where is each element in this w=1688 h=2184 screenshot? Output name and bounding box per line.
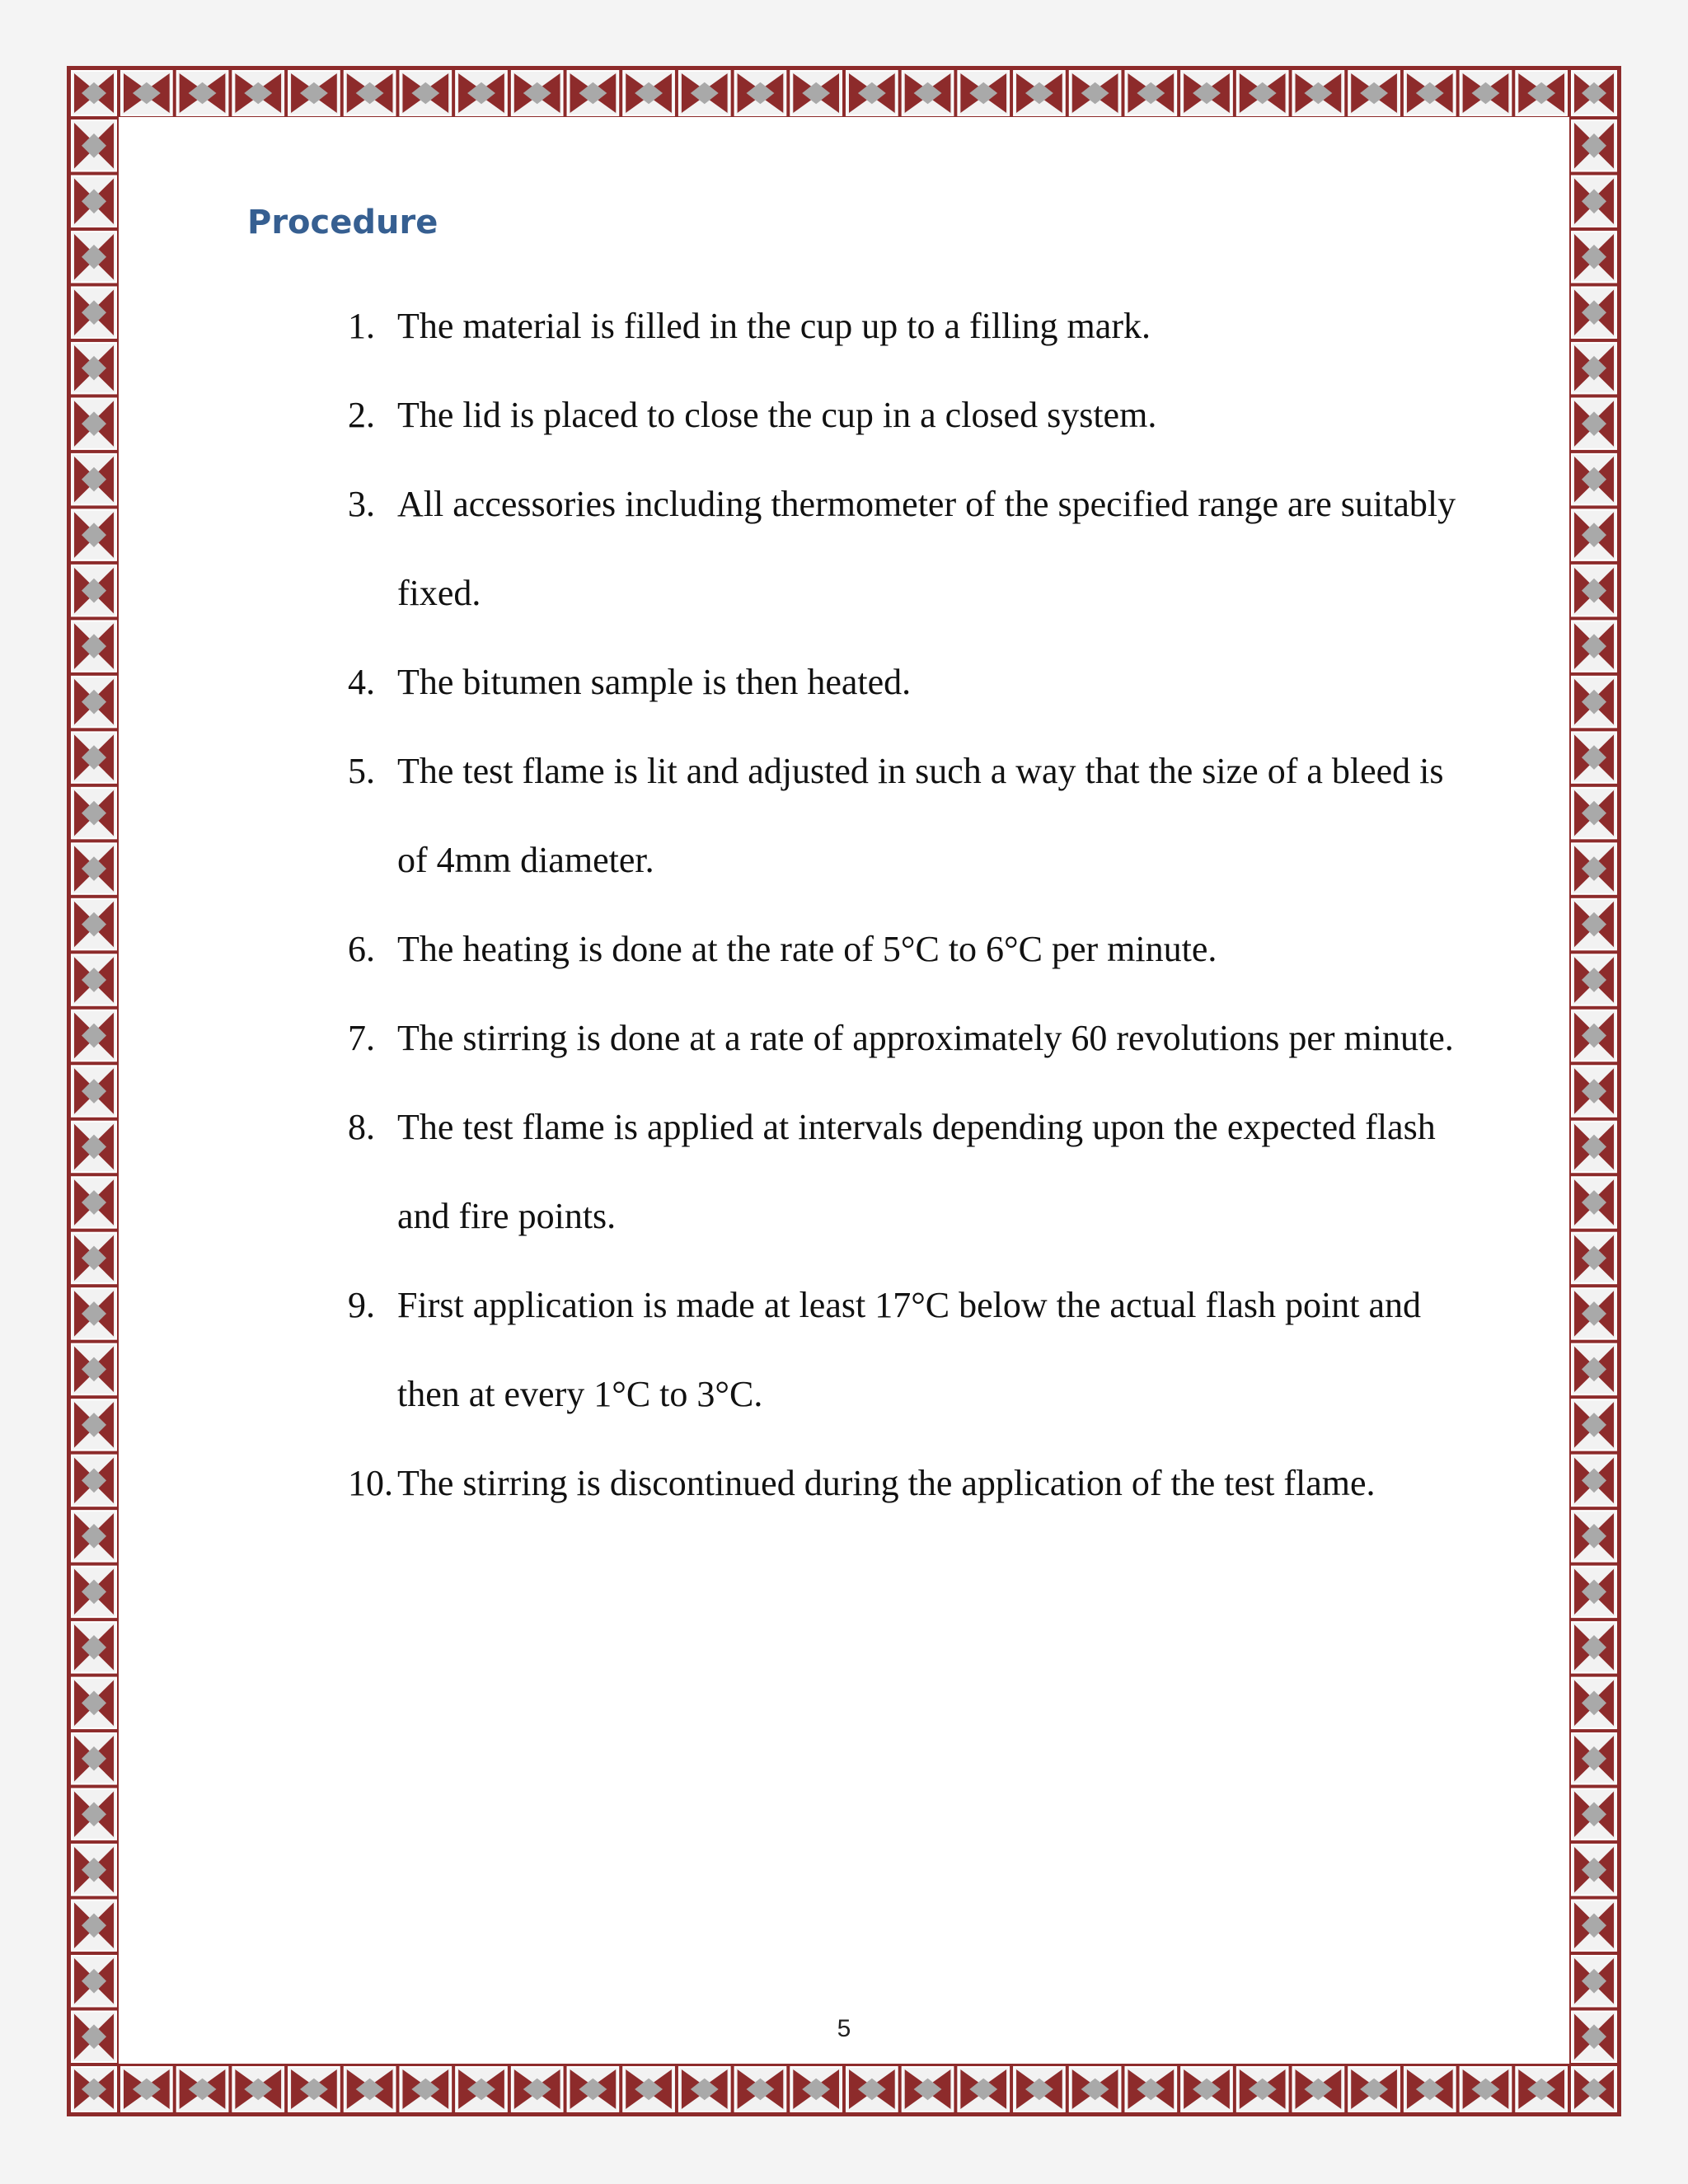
list-item-text: The test flame is applied at intervals depending upon the expected flash and fire points. [397,1107,1436,1236]
border-tile [1125,2067,1176,2111]
border-tile [1572,1567,1616,1617]
list-item-number: 4. [348,662,375,702]
list-item [330,282,1467,371]
border-tile [1572,509,1616,560]
list-item [330,371,1467,460]
border-tile [1572,1177,1616,1227]
border-tile [72,1010,116,1061]
border-tile [735,71,786,115]
border-tile [400,2067,451,2111]
border-tile [1572,1344,1616,1394]
list-item [330,994,1467,1083]
border-tile [679,71,730,115]
list-item [330,1439,1467,1528]
border-tile [1572,1066,1616,1116]
border-tile [1572,176,1616,226]
list-item-number: 5. [348,751,375,791]
border-tile [72,677,116,727]
border-tile [903,2067,954,2111]
border-tile [1572,843,1616,893]
list-item-text: All accessories including thermometer of the specified range are suitably fixed. [397,484,1456,613]
border-tile [72,287,116,337]
list-item [330,727,1467,905]
border-tile [1070,71,1121,115]
list-item-number: 7. [348,1018,375,1058]
border-tile [1516,2067,1567,2111]
border-tile [1572,1844,1616,1895]
border-tile [72,2067,116,2111]
border-tile [1572,120,1616,171]
border-tile [72,621,116,671]
border-tile [72,71,116,115]
border-tile [1572,954,1616,1005]
border-tile [72,1455,116,1506]
list-item-text: The test flame is lit and adjusted in such a way that the size of a bleed is of 4mm diameter. [397,751,1444,880]
border-tile [1572,565,1616,616]
border-tile [1572,1900,1616,1951]
border-tile [1572,1233,1616,1283]
border-tile [512,2067,563,2111]
border-tile [568,2067,619,2111]
list-item-number: 3. [348,484,375,524]
border-tile [1293,2067,1344,2111]
border-tile [1572,1511,1616,1561]
border-tile [1014,71,1065,115]
border-tile [345,71,396,115]
border-tile [72,232,116,282]
list-item-text: The heating is done at the rate of 5°C to 6°C per minute. [397,929,1217,969]
border-tile [72,1511,116,1561]
border-tile [288,71,340,115]
border-tile [1572,899,1616,949]
border-tile [512,71,563,115]
border-tile [72,454,116,504]
border-tile [1237,71,1288,115]
border-tile [1572,71,1616,115]
border-tile [735,2067,786,2111]
border-tile [1404,2067,1456,2111]
border-tile [177,71,228,115]
border-tile [1461,71,1512,115]
border-tile [72,565,116,616]
border-tile [1404,71,1456,115]
border-tile [1572,788,1616,838]
border-tile [72,1122,116,1172]
border-tile [1572,732,1616,782]
border-tile [679,2067,730,2111]
border-tile [72,899,116,949]
border-tile [1572,454,1616,504]
border-tile [1237,2067,1288,2111]
list-item [330,460,1467,638]
list-item-text: The bitumen sample is then heated. [397,662,912,702]
border-tile [568,71,619,115]
procedure-list [330,282,1467,1528]
list-item-number: 8. [348,1107,375,1147]
border-tile [72,509,116,560]
list-item-text: The lid is placed to close the cup in a closed system. [397,395,1157,435]
border-tile [400,71,451,115]
border-tile [72,1344,116,1394]
border-tile [846,2067,898,2111]
border-tile [1572,1122,1616,1172]
border-tile [1572,1678,1616,1728]
border-tile [345,2067,396,2111]
border-tile [72,398,116,448]
border-tile [1572,398,1616,448]
border-tile [1516,71,1567,115]
border-tile [72,176,116,226]
border-tile [177,2067,228,2111]
list-item [330,1083,1467,1261]
border-tile [790,2067,842,2111]
border-tile [1070,2067,1121,2111]
border-tile [72,1789,116,1840]
border-tile [903,71,954,115]
border-tile [121,71,172,115]
border-tile [1572,1956,1616,2006]
list-item-number: 10. [348,1463,393,1503]
list-item-text: First application is made at least 17°C below the actual flash point and then at every 1°C to 3°C. [397,1285,1421,1414]
border-tile [72,1233,116,1283]
border-tile [121,2067,172,2111]
border-tile [1125,71,1176,115]
border-tile [1572,2067,1616,2111]
border-tile [456,2067,507,2111]
border-tile [1461,2067,1512,2111]
border-tile [1572,1010,1616,1061]
border-tile [72,1066,116,1116]
border-tile [1572,1399,1616,1450]
border-tile [72,788,116,838]
list-item-text: The stirring is discontinued during the application of the test flame. [397,1463,1376,1503]
border-tile [1014,2067,1065,2111]
border-tile [72,1678,116,1728]
border-tile [72,1288,116,1338]
border-tile [1572,287,1616,337]
list-item-number: 1. [348,306,375,346]
border-tile [1181,2067,1232,2111]
border-tile [1572,1789,1616,1840]
list-item-number: 9. [348,1285,375,1325]
page-number: 5 [837,2015,851,2042]
border-tile [232,71,284,115]
border-tile [790,71,842,115]
border-tile [72,1956,116,2006]
border-tile [1572,1288,1616,1338]
border-tile [623,71,674,115]
border-tile [456,71,507,115]
border-tile [72,843,116,893]
list-item [330,638,1467,727]
border-tile [72,1733,116,1783]
border-tile [1572,677,1616,727]
list-item-number: 6. [348,929,375,969]
border-tile [72,343,116,393]
border-tile [1572,232,1616,282]
border-tile [232,2067,284,2111]
list-item-text: The stirring is done at a rate of approximately 60 revolutions per minute. [397,1018,1454,1058]
border-tile [72,1177,116,1227]
border-tile [72,1844,116,1895]
list-item-number: 2. [348,395,375,435]
border-tile [1572,343,1616,393]
border-tile [1572,1622,1616,1672]
border-tile [1348,71,1400,115]
list-item [330,1261,1467,1439]
border-tile [1572,621,1616,671]
border-tile [72,1622,116,1672]
border-tile [288,2067,340,2111]
border-tile [72,954,116,1005]
section-heading: Procedure [247,204,438,241]
border-tile [1572,1455,1616,1506]
border-tile [72,1900,116,1951]
list-item-text: The material is filled in the cup up to a filling mark. [397,306,1151,346]
border-tile [72,1399,116,1450]
list-item [330,905,1467,994]
border-tile [1293,71,1344,115]
border-tile [623,2067,674,2111]
border-tile [72,120,116,171]
border-tile [958,2067,1009,2111]
border-tile [1572,1733,1616,1783]
border-tile [72,732,116,782]
border-tile [846,71,898,115]
border-tile [72,1567,116,1617]
border-tile [1181,71,1232,115]
border-tile [958,71,1009,115]
border-tile [1348,2067,1400,2111]
